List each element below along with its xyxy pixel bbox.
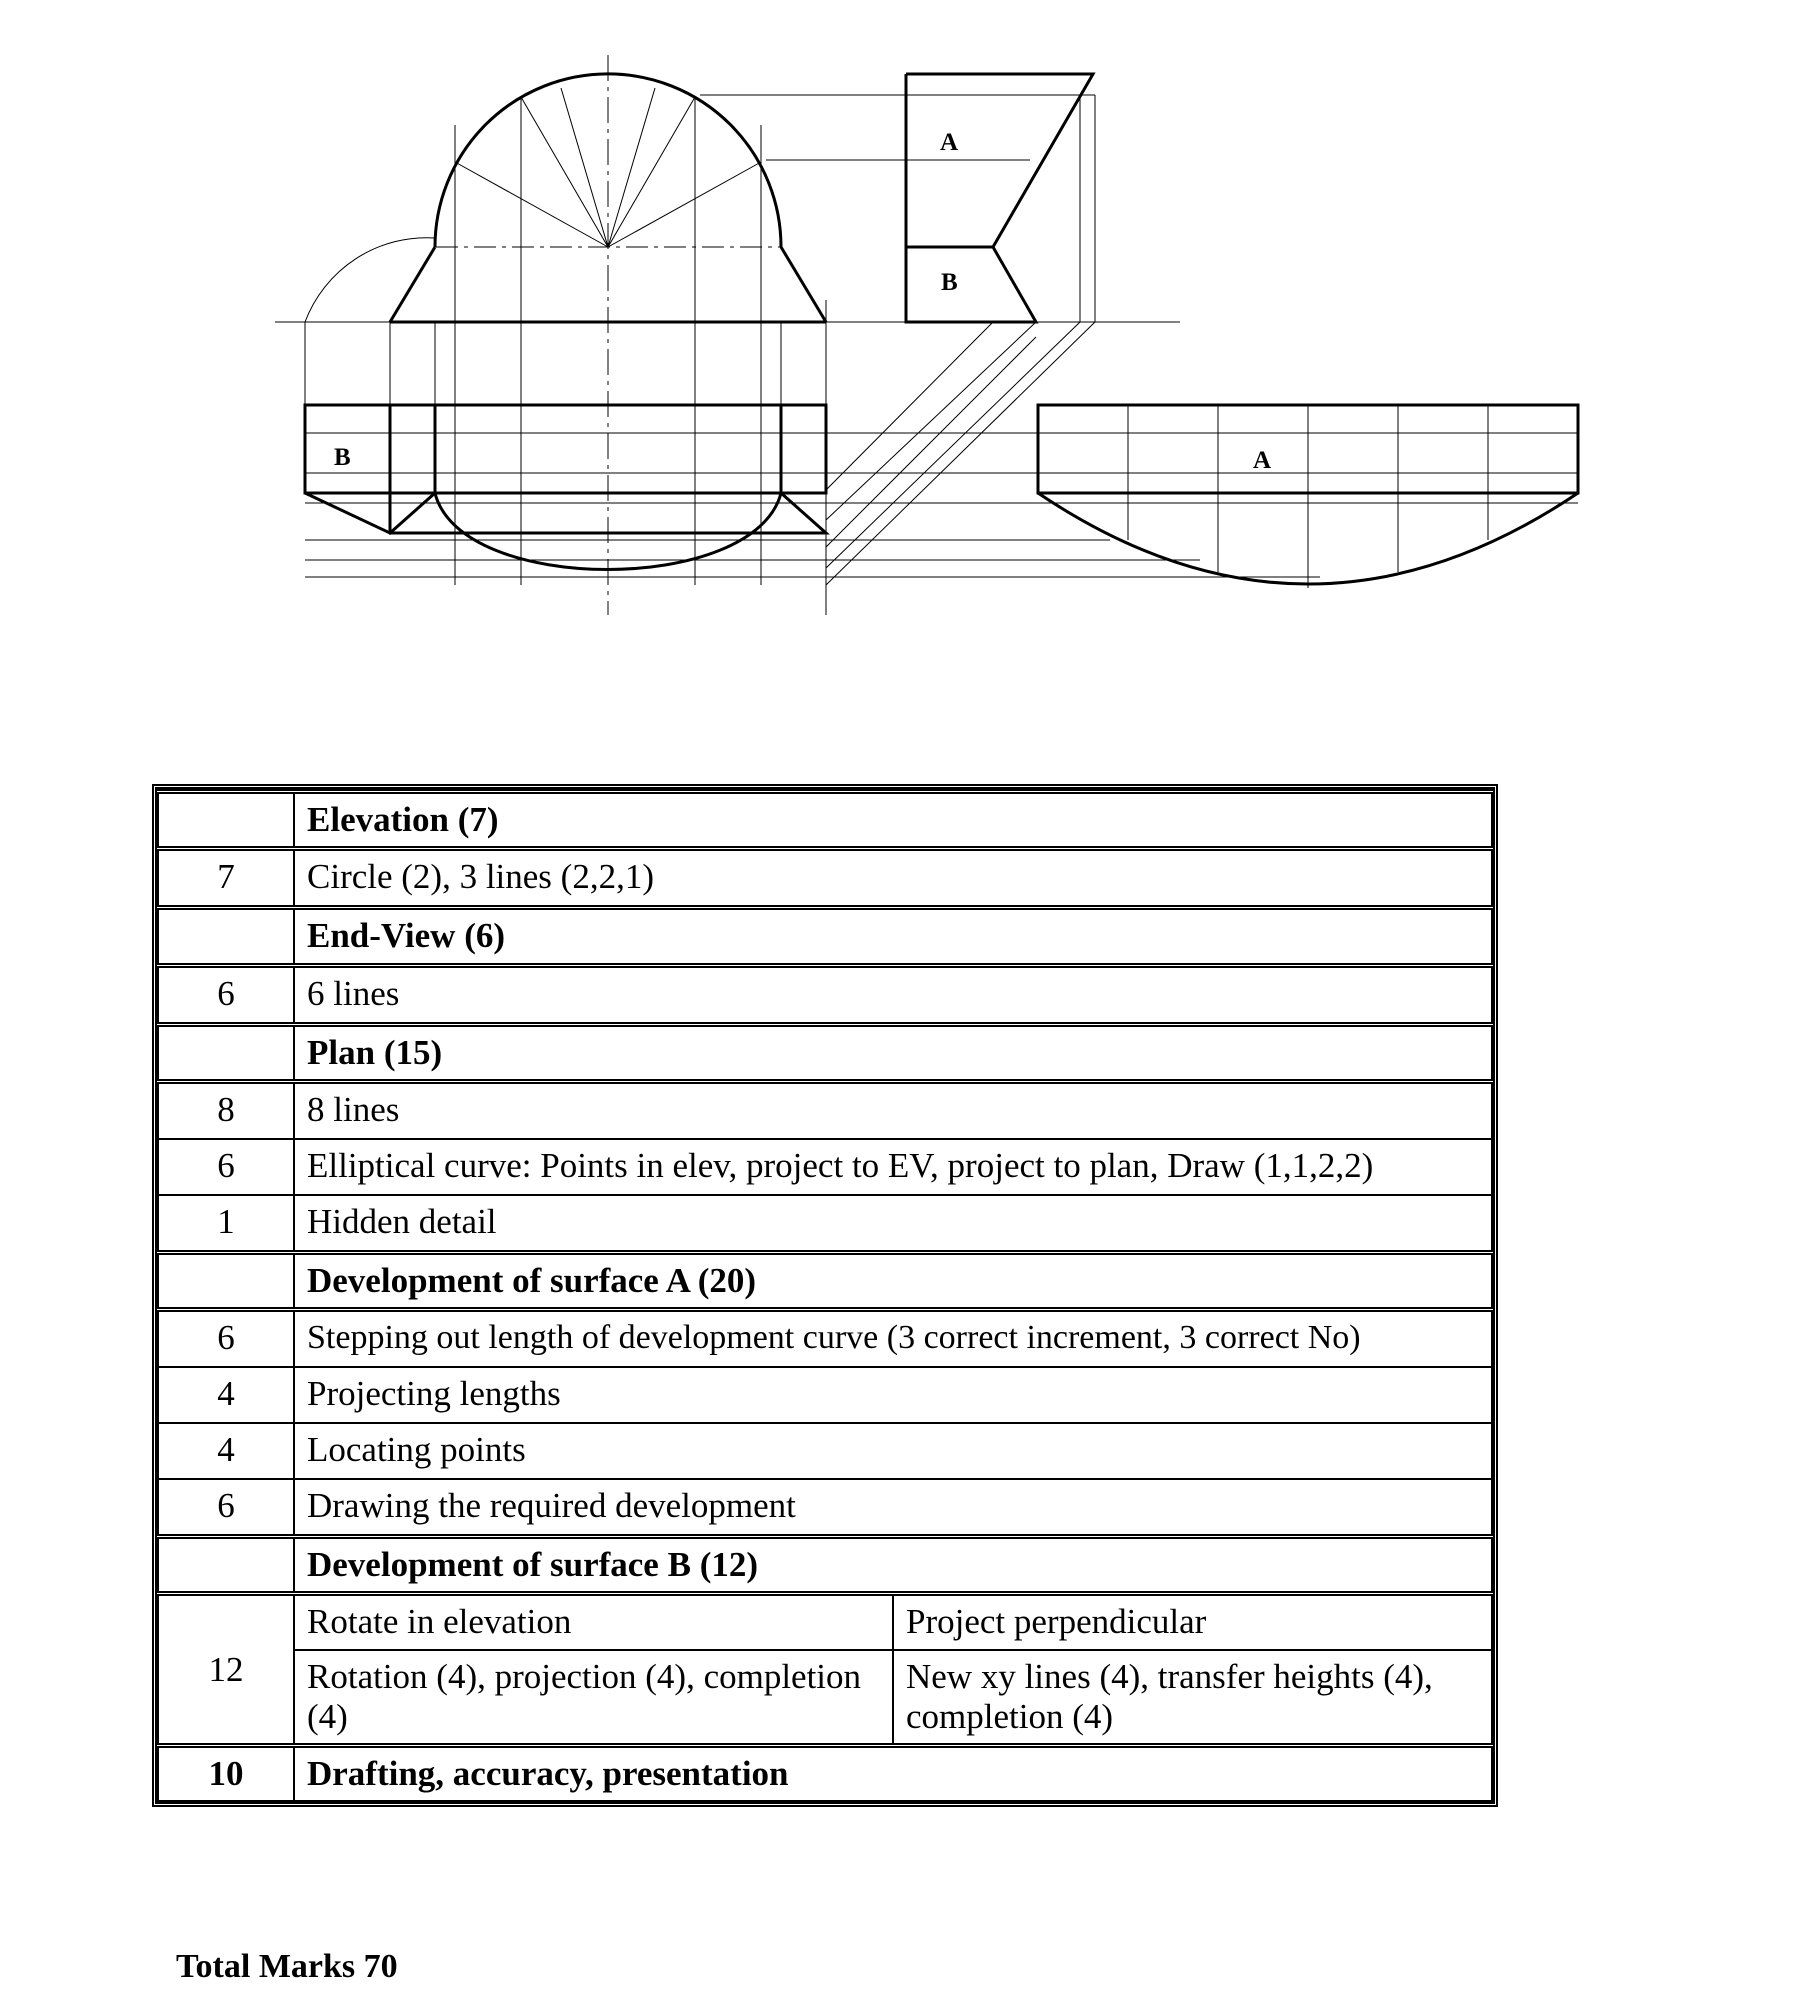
final-row: [158, 1746, 1492, 1802]
table-row: [158, 1081, 1492, 1139]
method-b-detail: New xy lines (4), transfer heights (4), completion (4): [893, 1650, 1492, 1746]
section-title: Plan (15): [294, 1024, 1492, 1081]
marks-cell: 10: [158, 1746, 294, 1802]
criteria-cell: Projecting lengths: [294, 1367, 1492, 1423]
method-b-heading: Project perpendicular: [893, 1594, 1492, 1650]
criteria-cell: Elliptical curve: Points in elev, project to EV, project to plan, Draw (1,1,2,2): [294, 1139, 1492, 1195]
marks-cell: 12: [158, 1594, 294, 1746]
marking-scheme-table: [152, 784, 1498, 1807]
marks-cell: 4: [158, 1423, 294, 1479]
marks-cell: 6: [158, 1479, 294, 1537]
table-row: [158, 965, 1492, 1024]
table-row: [158, 849, 1492, 908]
criteria-cell: Locating points: [294, 1423, 1492, 1479]
section-title: Elevation (7): [294, 792, 1492, 849]
table-row: [158, 1139, 1492, 1195]
section-row: [158, 1537, 1492, 1594]
criteria-cell: Drawing the required development: [294, 1479, 1492, 1537]
criteria-cell: 6 lines: [294, 965, 1492, 1024]
table-row: [158, 1423, 1492, 1479]
section-row: [158, 908, 1492, 965]
table-row: [158, 1479, 1492, 1537]
marks-cell: 6: [158, 1310, 294, 1368]
label-a-top: A: [940, 129, 959, 156]
table-row: [158, 1594, 1492, 1650]
engineering-drawing: [0, 0, 1818, 640]
table-row: [158, 1650, 1492, 1746]
section-row: [158, 792, 1492, 849]
marks-cell: 7: [158, 849, 294, 908]
criteria-cell: Circle (2), 3 lines (2,2,1): [294, 849, 1492, 908]
construction-lines: [275, 55, 1578, 615]
section-title: End-View (6): [294, 908, 1492, 965]
section-row: [158, 1252, 1492, 1309]
method-a-heading: Rotate in elevation: [294, 1594, 893, 1650]
marks-cell: 1: [158, 1195, 294, 1253]
criteria-cell: Drafting, accuracy, presentation: [294, 1746, 1492, 1802]
marks-cell: 4: [158, 1367, 294, 1423]
criteria-cell: 8 lines: [294, 1081, 1492, 1139]
marks-cell: 6: [158, 1139, 294, 1195]
method-a-detail: Rotation (4), projection (4), completion (4): [294, 1650, 893, 1746]
label-b-plan: B: [334, 444, 351, 471]
section-title: Development of surface B (12): [294, 1537, 1492, 1594]
marks-cell: 6: [158, 965, 294, 1024]
label-a-development: A: [1253, 447, 1272, 474]
table-row: [158, 1367, 1492, 1423]
label-b-top: B: [941, 269, 958, 296]
section-title: Development of surface A (20): [294, 1252, 1492, 1309]
criteria-cell: Hidden detail: [294, 1195, 1492, 1253]
table-row: [158, 1195, 1492, 1253]
criteria-cell: Stepping out length of development curve (3 correct increment, 3 correct No): [294, 1310, 1492, 1368]
table-row: [158, 1310, 1492, 1368]
total-marks: Total Marks 70: [176, 1948, 398, 1985]
section-row: [158, 1024, 1492, 1081]
marks-cell: 8: [158, 1081, 294, 1139]
